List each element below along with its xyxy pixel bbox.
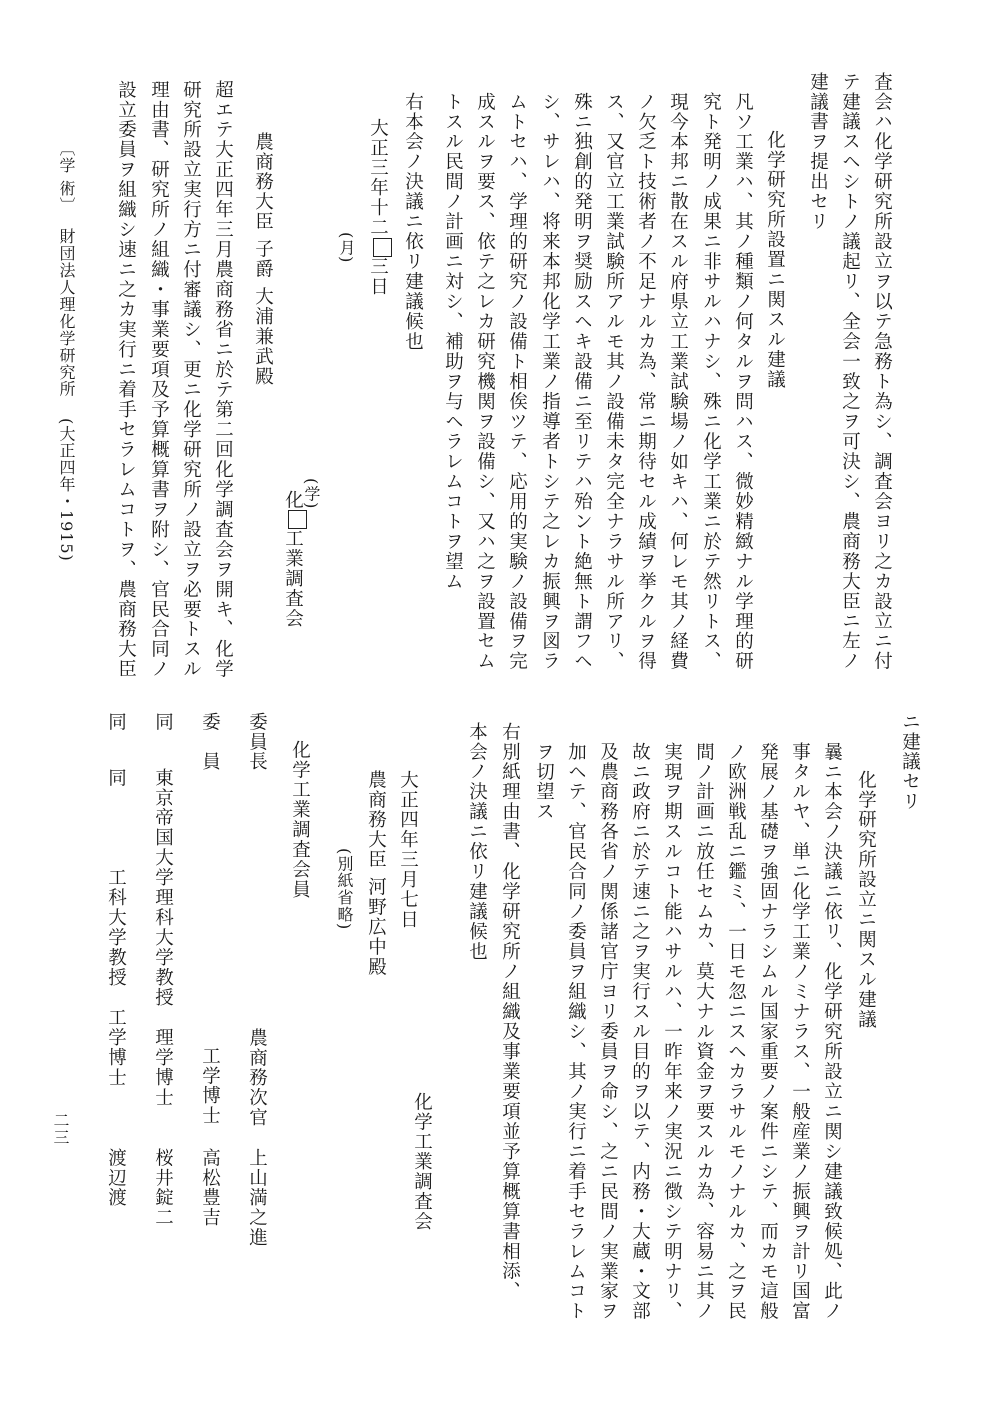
bottom-body-line-6: 実現ヲ期スルコト能ハサルハ、一昨年来ノ実況ニ徴シテ明ナリ、: [661, 742, 683, 1322]
bottom-body-line-2: 事タルヤ、単ニ化学工業ノミナラス、一般産業ノ振興ヲ計リ国富: [789, 742, 811, 1322]
top-para2-line-3: 理由書、研究所ノ組織・事業要項及予算概算書ヲ附シ、官民合同ノ: [148, 80, 170, 680]
member-role-3: 同: [152, 712, 174, 732]
bottom-body-line-8: 及農商務各省ノ関係諸官庁ヨリ委員ヲ命シ、之ニ民間ノ実業家ヲ: [597, 742, 619, 1322]
top-addressee: 農商務大臣 子爵 大浦兼武殿: [252, 132, 274, 387]
top-body-line-7: シ、サレハ、将来本邦化学工業ノ指導者トシテ之レカ振興ヲ図ラ: [539, 92, 561, 672]
top-body-line-1: 凡ソ工業ハ、其ノ種類ノ何タルヲ問ハス、微妙精緻ナル学理的研: [732, 92, 754, 672]
member-name-2: 高松豊吉: [199, 1148, 221, 1228]
member-title-3: 東京帝国大学理科大学教授 理学博士: [152, 768, 174, 1108]
top-body-line-6: 殊ニ独創的発明ヲ奨励スヘキ設備ニ至リテハ殆ント絶無ト謂フヘ: [571, 92, 593, 672]
top-para2-line-2: 研究所設立実行方ニ付審議シ、更ニ化学研究所ノ設立ヲ必要トスル: [180, 80, 202, 680]
top-body-line-9: 成スルヲ要ス、依テ之レカ研究機関ヲ設備シ、又ハ之ヲ設置セム: [474, 92, 496, 672]
member-title-2: 工学博士: [199, 1046, 221, 1126]
member-title-4: 同 工科大学教授 工学博士: [105, 768, 127, 1088]
members-title: 化学工業調査会員: [289, 740, 311, 900]
member-role-1: 委員長: [246, 712, 268, 772]
top-signer-prefix: 化: [282, 490, 304, 510]
bottom-resolution-line: 本会ノ決議ニ依リ建議候也: [466, 722, 488, 962]
bottom-addressee: 農商務大臣 河野広中殿: [365, 770, 387, 978]
top-body-line-3: 現今本邦ニ散在スル府県立工業試験場ノ如キハ、何レモ其ノ経費: [667, 92, 689, 672]
blank-box: [288, 510, 307, 529]
bottom-body-line-3: 発展ノ基礎ヲ強固ナラシムル国家重要ノ案件ニシテ、而カモ這般: [757, 742, 779, 1322]
member-role-2: 委 員: [199, 712, 221, 772]
footer-year: (大正四年・1915): [57, 418, 76, 562]
top-date-day: 三日: [367, 256, 389, 297]
footer-organization: 財団法人理化学研究所: [57, 228, 76, 398]
top-body-line-4: ノ欠乏ト技術者ノ不足ナルカ為、常ニ期待セル成績ヲ挙クルヲ得: [635, 92, 657, 672]
top-body-line-2: 究ト発明ノ成果ニ非サルハナシ、殊ニ化学工業ニ於テ然リトス、: [700, 92, 722, 672]
member-name-3: 桜井錠二: [152, 1148, 174, 1228]
top-resolution-line: 右本会ノ決議ニ依リ建議候也: [402, 92, 424, 352]
bottom-section-heading: 化学研究所設立ニ関スル建議: [855, 770, 877, 1030]
top-para2-line-1: 超エテ大正四年三月農商務省ニ於テ第二回化学調査会ヲ開キ、化学: [212, 80, 234, 680]
bottom-omitted-note: (別紙省略): [335, 848, 354, 931]
top-date: [368, 118, 392, 297]
member-name-1: 上山満之進: [246, 1148, 268, 1248]
blank-box: [373, 238, 392, 257]
top-date-month-note: (月): [337, 232, 356, 264]
top-line-2: テ建議スヘシトノ議起リ、全会一致之ヲ可決シ、農商務大臣ニ左ノ: [839, 72, 861, 672]
bottom-body-line-1: 曩ニ本会ノ決議ニ依リ、化学研究所設立ニ関シ建議致候処、此ノ: [821, 742, 843, 1322]
bottom-body-line-9: 加ヘテ、官民合同ノ委員ヲ組織シ、其ノ実行ニ着手セラレムコト: [565, 742, 587, 1322]
top-line-1: 査会ハ化学研究所設立ヲ以テ急務ト為シ、調査会ヨリ之カ設立ニ付: [871, 72, 893, 672]
top-body-line-10: トスル民間ノ計画ニ対シ、補助ヲ与ヘラレムコトヲ望ム: [442, 92, 464, 592]
bottom-body-line-5: 間ノ計画ニ放任セムカ、莫大ナル資金ヲ要スルカ為、容易ニ其ノ: [693, 742, 715, 1322]
top-date-main: 大正三年十二: [367, 118, 389, 238]
top-para2-line-4: 設立委員ヲ組織シ速ニ之カ実行ニ着手セラレムコトヲ、農商務大臣: [115, 80, 137, 680]
top-body-line-8: ムトセハ、学理的研究ノ設備ト相俟ツテ、応用的実験ノ設備ヲ完: [506, 92, 528, 672]
page-number: 二三: [51, 1112, 70, 1146]
bottom-signer: 化学工業調査会: [411, 1092, 433, 1232]
bottom-body-line-4: ノ欧洲戦乱ニ鑑ミ、一日モ忽ニスヘカラサルモノナルカ、之ヲ民: [725, 742, 747, 1322]
top-signer: [283, 490, 307, 629]
top-body-line-5: ス、又官立工業試験所アルモ其ノ設備未タ完全ナラサル所アリ、: [603, 92, 625, 672]
bottom-body-line-10: ヲ切望ス: [533, 742, 555, 822]
member-name-4: 渡辺渡: [105, 1148, 127, 1208]
footer-category: 〔学 術〕: [57, 140, 76, 214]
top-signer-note: (学): [302, 478, 321, 510]
top-line-3: 建議書ヲ提出セリ: [807, 72, 829, 232]
bottom-line-1: ニ建議セリ: [899, 712, 921, 812]
top-signer-rest: 工業調査会: [282, 528, 304, 629]
top-section-heading: 化学研究所設置ニ関スル建議: [764, 130, 786, 390]
member-role-4: 同: [105, 712, 127, 732]
bottom-date: 大正四年三月七日: [397, 770, 419, 930]
bottom-body-line-7: 故ニ政府ニ於テ速ニ之ヲ実行スル目的ヲ以テ、内務・大蔵・文部: [629, 742, 651, 1322]
bottom-body-line-11: 右別紙理由書、化学研究所ノ組織及事業要項並予算概算書相添、: [499, 722, 521, 1302]
member-title-1: 農商務次官: [246, 1028, 268, 1128]
